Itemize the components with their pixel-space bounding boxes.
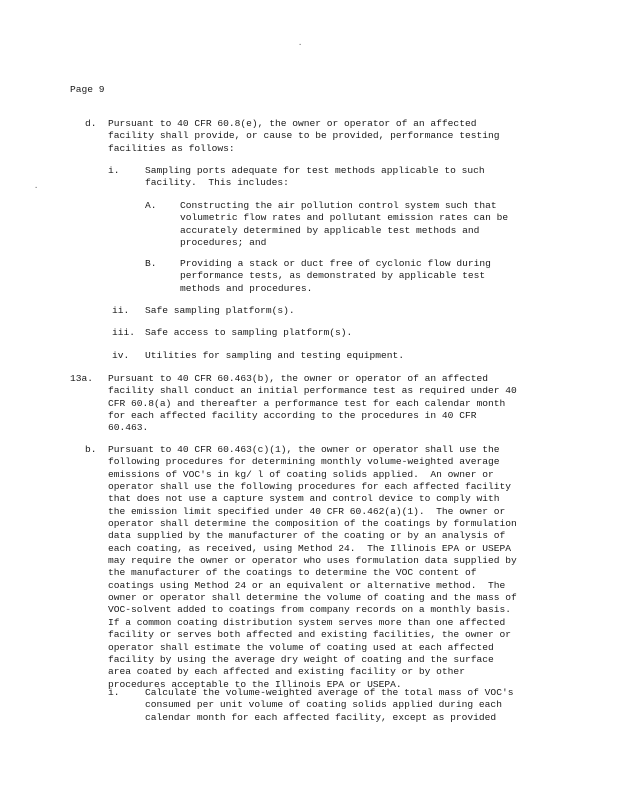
item-label-d-iv: iv. — [112, 350, 130, 361]
page-mark-left: . — [34, 183, 39, 191]
item-label-d-iii: iii. — [112, 327, 136, 338]
item-label-d-i-b: B. — [145, 258, 157, 269]
item-label-d-i: i. — [108, 165, 120, 176]
paragraph-13a: Pursuant to 40 CFR 60.463(b), the owner or operator of an affected facility shall conduct an initial performance test as required under 40 CFR 60.8(a) and thereafter a performance test for each calendar month for each affected facility according to the procedures in 40 CFR 60.463. — [108, 373, 517, 434]
paragraph-d: Pursuant to 40 CFR 60.8(e), the owner or operator of an affected facility shall provide, or cause to be provided, performance testing facilities as follows: — [108, 118, 500, 154]
item-label-13a: 13a. — [70, 373, 94, 384]
item-label-d-ii: ii. — [112, 305, 130, 316]
page-number: Page 9 — [70, 84, 105, 95]
item-label-b-i: i. — [108, 687, 120, 698]
page-mark-top: . — [298, 40, 303, 48]
item-label-d: d. — [85, 118, 97, 129]
paragraph-d-i-a: Constructing the air pollution control system such that volumetric flow rates and pollutant emission rates can be accurately determined by applicable test methods and procedures; and — [180, 200, 509, 249]
paragraph-d-i-b: Providing a stack or duct free of cyclonic flow during performance tests, as demonstrated by applicable test methods and procedures. — [180, 258, 491, 294]
paragraph-d-ii: Safe sampling platform(s). — [145, 305, 295, 316]
item-label-b: b. — [85, 444, 97, 455]
paragraph-d-i: Sampling ports adequate for test methods applicable to such facility. This includes: — [145, 165, 485, 189]
paragraph-b-i: Calculate the volume-weighted average of the total mass of VOC's consumed per unit volume of coating solids applied during each calendar month for each affected facility, except as provided — [145, 687, 514, 723]
paragraph-d-iii: Safe access to sampling platform(s). — [145, 327, 353, 338]
item-label-d-i-a: A. — [145, 200, 157, 211]
paragraph-b: Pursuant to 40 CFR 60.463(c)(1), the owner or operator shall use the following procedures for determining monthly volume-weighted average emissions of VOC's in kg/ l of coating solids applied. An owner or operator shall use the following procedures for each affected facility that does not use a capture system and control device to comply with the emission limit specified under 40 CFR 60.462(a)(1). The owner or operator shall determine the composition of the coatings by formulation data supplied by the manufacturer of the coating or by an analysis of each coating, as received, using Method 24. The Illinois EPA or USEPA may require the owner or operator who uses formulation data supplied by the manufacturer of the coatings to determine the VOC content of coatings using Method 24 or an equivalent or alternative method. The owner or operator shall determine the volume of coating and the mass of VOC-solvent added to coatings from company records on a monthly basis. If a common coating distribution system serves more than one affected facility or serves both affected and existing facilities, the owner or operator shall estimate the volume of coating used at each affected facility by using the average dry weight of coating and the surface area coated by each affected and existing facility or by other procedures acceptable to the Illinois EPA or USEPA. — [108, 444, 517, 690]
paragraph-d-iv: Utilities for sampling and testing equipment. — [145, 350, 405, 361]
